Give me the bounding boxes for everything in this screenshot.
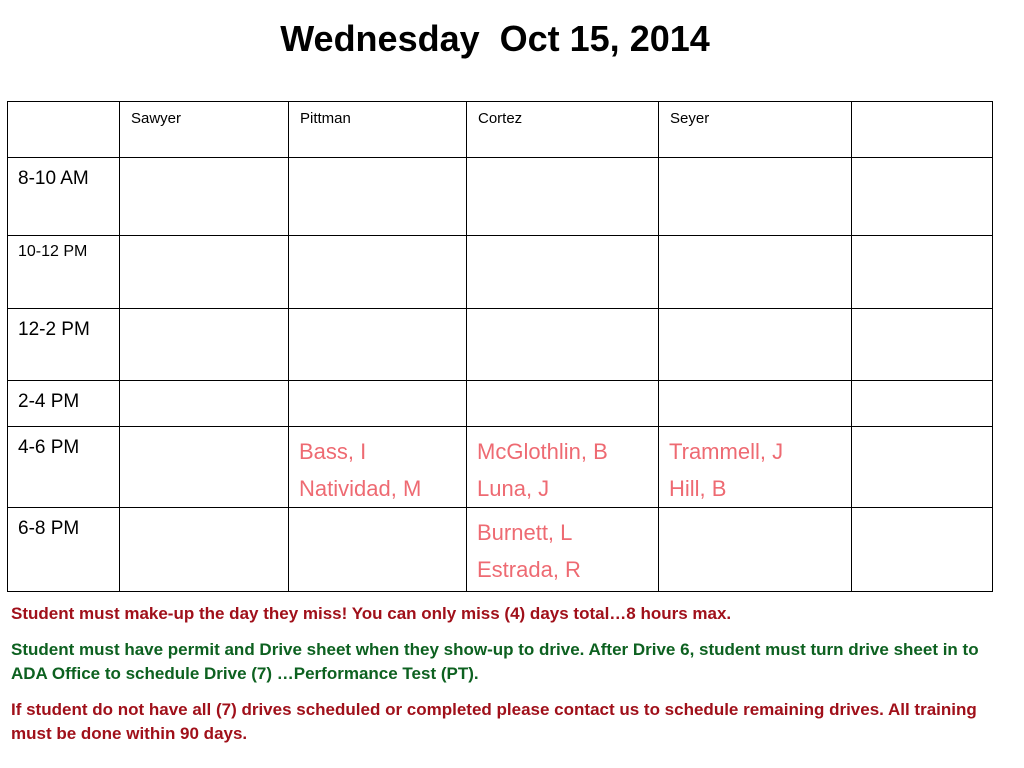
schedule-cell <box>659 236 852 309</box>
table-row <box>8 309 993 381</box>
schedule-cell <box>120 158 289 236</box>
schedule-cell <box>659 381 852 427</box>
schedule-cell <box>289 309 467 381</box>
schedule-cell <box>467 236 659 309</box>
time-slot-cell: 8-10 AM <box>8 158 120 236</box>
schedule-cell <box>120 381 289 427</box>
schedule-cell-seyer <box>659 427 852 508</box>
schedule-cell-cortez <box>467 508 659 592</box>
schedule-cell <box>120 236 289 309</box>
table-row <box>8 236 993 309</box>
header-cell-pittman: Pittman <box>289 102 467 158</box>
table-row <box>8 427 993 508</box>
schedule-cell <box>289 236 467 309</box>
schedule-cell <box>852 427 993 508</box>
time-slot-cell: 4-6 PM <box>8 427 120 508</box>
time-slot-cell: 12-2 PM <box>8 309 120 381</box>
schedule-cell <box>120 309 289 381</box>
time-slot-cell: 2-4 PM <box>8 381 120 427</box>
makeup-policy-note: Student must make-up the day they miss! You can only miss (4) days total…8 hours max. <box>11 604 732 623</box>
schedule-cell <box>467 309 659 381</box>
student-name: Bass, I <box>299 439 367 464</box>
header-cell-blank <box>852 102 993 158</box>
schedule-cell <box>467 381 659 427</box>
schedule-cell <box>852 236 993 309</box>
time-slot-cell: 6-8 PM <box>8 508 120 592</box>
student-name: Trammell, J <box>669 439 784 464</box>
header-cell-sawyer: Sawyer <box>120 102 289 158</box>
schedule-cell <box>289 508 467 592</box>
student-name: Natividad, M <box>299 476 422 501</box>
permit-drive-sheet-note: Student must have permit and Drive sheet when they show-up to drive. After Drive 6, student must turn drive sheet in to ADA Office to schedule Drive (7) …Performance Test (PT). <box>11 640 979 683</box>
schedule-cell <box>120 508 289 592</box>
student-name: McGlothlin, B <box>477 439 608 464</box>
schedule-cell <box>659 309 852 381</box>
header-row <box>8 102 993 158</box>
table-row <box>8 508 993 592</box>
schedule-cell <box>852 158 993 236</box>
schedule-cell <box>852 381 993 427</box>
scheduling-contact-note: If student do not have all (7) drives scheduled or completed please contact us to schedule remaining drives. All training must be done within 90 days. <box>11 700 977 743</box>
schedule-cell <box>852 508 993 592</box>
schedule-cell <box>120 427 289 508</box>
schedule-cell <box>289 158 467 236</box>
schedule-cell <box>467 158 659 236</box>
page-title: Wednesday Oct 15, 2014 <box>280 18 710 59</box>
schedule-cell <box>659 508 852 592</box>
student-name: Hill, B <box>669 476 727 501</box>
student-name: Estrada, R <box>477 557 581 582</box>
student-name: Luna, J <box>477 476 550 501</box>
schedule-cell-cortez <box>467 427 659 508</box>
header-cell-cortez: Cortez <box>467 102 659 158</box>
schedule-cell <box>659 158 852 236</box>
time-slot-cell: 10-12 PM <box>8 236 120 309</box>
header-cell-corner <box>8 102 120 158</box>
schedule-table <box>7 101 993 592</box>
schedule-cell-pittman <box>289 427 467 508</box>
header-cell-seyer: Seyer <box>659 102 852 158</box>
table-row <box>8 381 993 427</box>
table-row <box>8 158 993 236</box>
schedule-cell <box>852 309 993 381</box>
schedule-cell <box>289 381 467 427</box>
student-name: Burnett, L <box>477 520 573 545</box>
